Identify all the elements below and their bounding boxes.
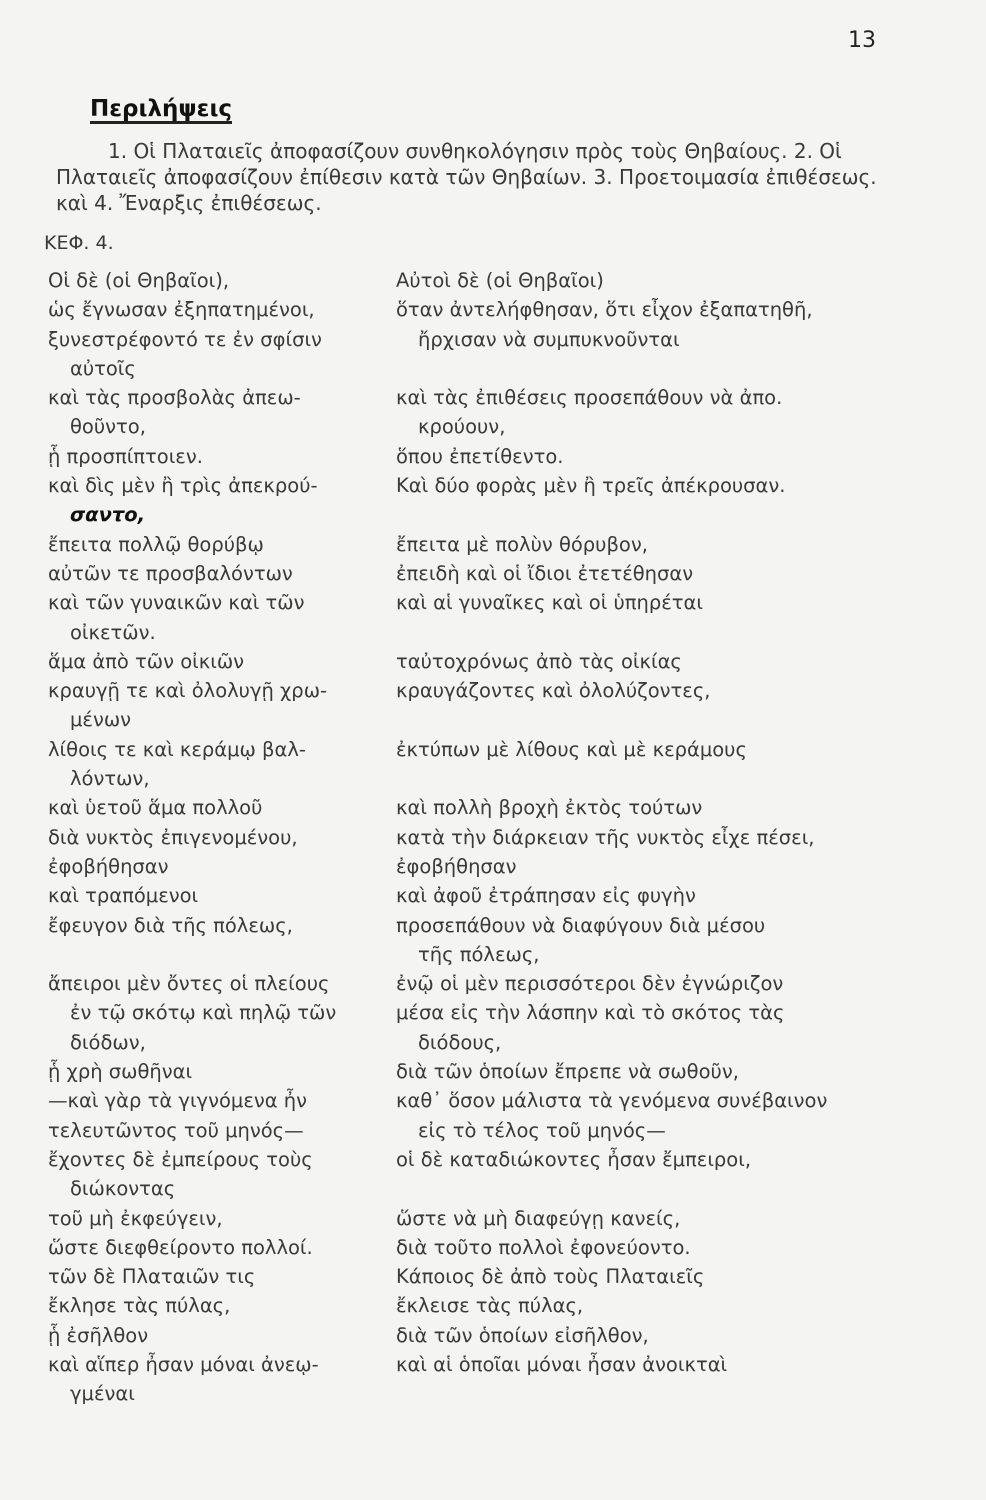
left-line: ἔφευγον διὰ τῆς πόλεως, bbox=[48, 913, 293, 937]
left-line: ἐφοβήθησαν bbox=[48, 854, 169, 878]
left-line: λόντων, bbox=[70, 767, 150, 791]
right-line: ἐκτύπων μὲ λίθους καὶ μὲ κεράμους bbox=[396, 737, 747, 761]
right-line: ἐνῷ οἱ μὲν περισσότεροι δὲν ἐγνώριζον bbox=[396, 972, 784, 996]
right-line: διόδους, bbox=[418, 1030, 502, 1054]
left-line: κραυγῇ τε καὶ ὀλολυγῇ χρω- bbox=[48, 679, 328, 703]
left-line: τοῦ μὴ ἐκφεύγειν, bbox=[48, 1206, 223, 1230]
right-line: διὰ τῶν ὁποίων εἰσῆλθον, bbox=[396, 1323, 649, 1347]
right-line: καθ᾽ ὅσον μάλιστα τὰ γενόμενα συνέβαινον bbox=[396, 1089, 828, 1113]
right-line: καὶ τὰς ἐπιθέσεις προσεπάθουν νὰ ἀπο. bbox=[396, 386, 783, 410]
left-line: καὶ τῶν γυναικῶν καὶ τῶν bbox=[48, 591, 305, 615]
left-line: αὐτοῖς bbox=[70, 356, 136, 380]
chapter-label: ΚΕΦ. 4. bbox=[44, 232, 114, 254]
left-line: σαντο, bbox=[70, 503, 146, 527]
right-line: διὰ τῶν ὁποίων ἔπρεπε νὰ σωθοῦν, bbox=[396, 1060, 739, 1084]
left-line: ἔκλησε τὰς πύλας, bbox=[48, 1294, 231, 1318]
left-line: Οἱ δὲ (οἱ Θηβαῖοι), bbox=[48, 269, 230, 292]
right-line: καὶ ἀφοῦ ἐτράπησαν εἰς φυγὴν bbox=[396, 884, 696, 908]
right-line: καὶ πολλὴ βροχὴ ἐκτὸς τούτων bbox=[396, 796, 703, 820]
left-line: γμέναι bbox=[70, 1382, 135, 1406]
left-line: αὐτῶν τε προσβαλόντων bbox=[48, 561, 293, 585]
right-line: ὥστε νὰ μὴ διαφεύγῃ κανείς, bbox=[396, 1206, 681, 1230]
left-line: διὰ νυκτὸς ἐπιγενομένου, bbox=[48, 825, 298, 849]
right-line bbox=[396, 764, 896, 793]
left-line: καὶ τὰς προσβολὰς ἀπεω- bbox=[48, 386, 301, 410]
left-line: θοῦντο, bbox=[70, 415, 146, 439]
right-line: ἐφοβήθησαν bbox=[396, 854, 517, 878]
right-line bbox=[396, 618, 896, 647]
right-line: ἔκλεισε τὰς πύλας, bbox=[396, 1294, 584, 1318]
ancient-text-column bbox=[48, 266, 393, 1409]
left-line: τελευτῶντος τοῦ μηνός— bbox=[48, 1118, 304, 1142]
left-line: ᾗ προσπίπτοιεν. bbox=[48, 444, 203, 468]
left-line: οἰκετῶν. bbox=[70, 620, 156, 644]
right-line: καὶ αἱ ὁποῖαι μόναι ἦσαν ἀνοικταὶ bbox=[396, 1352, 728, 1376]
left-line: ᾗ χρὴ σωθῆναι bbox=[48, 1060, 193, 1084]
translation-column bbox=[396, 266, 896, 1379]
right-line: μέσα εἰς τὴν λάσπην καὶ τὸ σκότος τὰς bbox=[396, 1001, 785, 1025]
left-line: ὥστε διεφθείροντο πολλοί. bbox=[48, 1235, 313, 1259]
left-line: καὶ ὑετοῦ ἅμα πολλοῦ bbox=[48, 796, 263, 820]
right-line: κραυγάζοντες καὶ ὀλολύζοντες, bbox=[396, 679, 711, 703]
right-line: διὰ τοῦτο πολλοὶ ἐφονεύοντο. bbox=[396, 1235, 691, 1259]
right-line: οἱ δὲ καταδιώκοντες ἦσαν ἔμπειροι, bbox=[396, 1147, 752, 1171]
left-line: —καὶ γὰρ τὰ γιγνόμενα ἦν bbox=[48, 1089, 308, 1113]
left-line: ἔπειτα πολλῷ θορύβῳ bbox=[48, 532, 264, 556]
right-line bbox=[396, 354, 896, 383]
right-line: ἐπειδὴ καὶ οἱ ἴδιοι ἐτετέθησαν bbox=[396, 561, 694, 585]
page-number: 13 bbox=[848, 28, 876, 53]
right-line: ταὐτοχρόνως ἀπὸ τὰς οἰκίας bbox=[396, 649, 682, 673]
summary-text: 1. Οἱ Πλαταιεῖς ἀποφασίζουν συνθηκολόγησιν πρὸς τοὺς Θηβαίους. 2. Οἱ Πλαταιεῖς ἀποφασίζουν ἐπίθεσιν κατὰ τῶν Θηβαίων. 3. Προετοιμασία ἐπιθέσεως. καὶ 4. Ἔναρξις ἐπιθέσεως. bbox=[56, 139, 877, 215]
left-line: καὶ τραπόμενοι bbox=[48, 884, 199, 908]
right-line: ἤρχισαν νὰ συμπυκνοῦνται bbox=[418, 327, 680, 351]
left-line: ἅμα ἀπὸ τῶν οἰκιῶν bbox=[48, 649, 245, 673]
right-line: κατὰ τὴν διάρκειαν τῆς νυκτὸς εἶχε πέσει, bbox=[396, 825, 815, 849]
right-line: ὅπου ἐπετίθεντο. bbox=[396, 444, 564, 468]
left-line: λίθοις τε καὶ κεράμῳ βαλ- bbox=[48, 737, 306, 761]
right-line: καὶ αἱ γυναῖκες καὶ οἱ ὑπηρέται bbox=[396, 591, 704, 615]
right-line: προσεπάθουν νὰ διαφύγουν διὰ μέσου bbox=[396, 913, 766, 937]
section-heading: Περιλήψεις bbox=[90, 96, 233, 122]
right-line: Κάποιος δὲ ἀπὸ τοὺς Πλαταιεῖς bbox=[396, 1265, 705, 1289]
left-line: καὶ αἵπερ ἦσαν μόναι ἀνεῳ- bbox=[48, 1352, 319, 1376]
left-line: ὡς ἔγνωσαν ἐξηπατημένοι, bbox=[48, 298, 315, 322]
left-line: διώκοντας bbox=[70, 1177, 176, 1201]
left-line: ἐν τῷ σκότῳ καὶ πηλῷ τῶν bbox=[70, 1001, 337, 1025]
left-line: μένων bbox=[70, 708, 132, 732]
left-line: τῶν δὲ Πλαταιῶν τις bbox=[48, 1265, 256, 1289]
right-line: ὅταν ἀντελήφθησαν, ὅτι εἶχον ἐξαπατηθῆ, bbox=[396, 298, 813, 322]
right-line bbox=[396, 500, 896, 529]
right-line: εἰς τὸ τέλος τοῦ μηνός— bbox=[418, 1118, 666, 1142]
right-line: τῆς πόλεως, bbox=[418, 942, 540, 966]
left-line: διόδων, bbox=[70, 1030, 146, 1054]
left-line: καὶ δὶς μὲν ἢ τρὶς ἀπεκρού- bbox=[48, 474, 318, 498]
left-line: ξυνεστρέφοντό τε ἐν σφίσιν bbox=[48, 327, 322, 351]
right-line: Αὐτοὶ δὲ (οἱ Θηβαῖοι) bbox=[396, 269, 604, 292]
left-line: ἔχοντες δὲ ἐμπείρους τοὺς bbox=[48, 1147, 313, 1171]
right-line: κρούουν, bbox=[418, 415, 506, 439]
right-line: Καὶ δύο φορὰς μὲν ἢ τρεῖς ἀπέκρουσαν. bbox=[396, 474, 786, 498]
left-line bbox=[48, 940, 393, 969]
right-line: ἔπειτα μὲ πολὺν θόρυβον, bbox=[396, 532, 648, 556]
right-line bbox=[396, 1174, 896, 1203]
right-line bbox=[396, 705, 896, 734]
left-line: ἄπειροι μὲν ὄντες οἱ πλείους bbox=[48, 972, 330, 996]
left-line: ᾗ ἐσῆλθον bbox=[48, 1323, 149, 1347]
summary-paragraph bbox=[56, 138, 886, 216]
